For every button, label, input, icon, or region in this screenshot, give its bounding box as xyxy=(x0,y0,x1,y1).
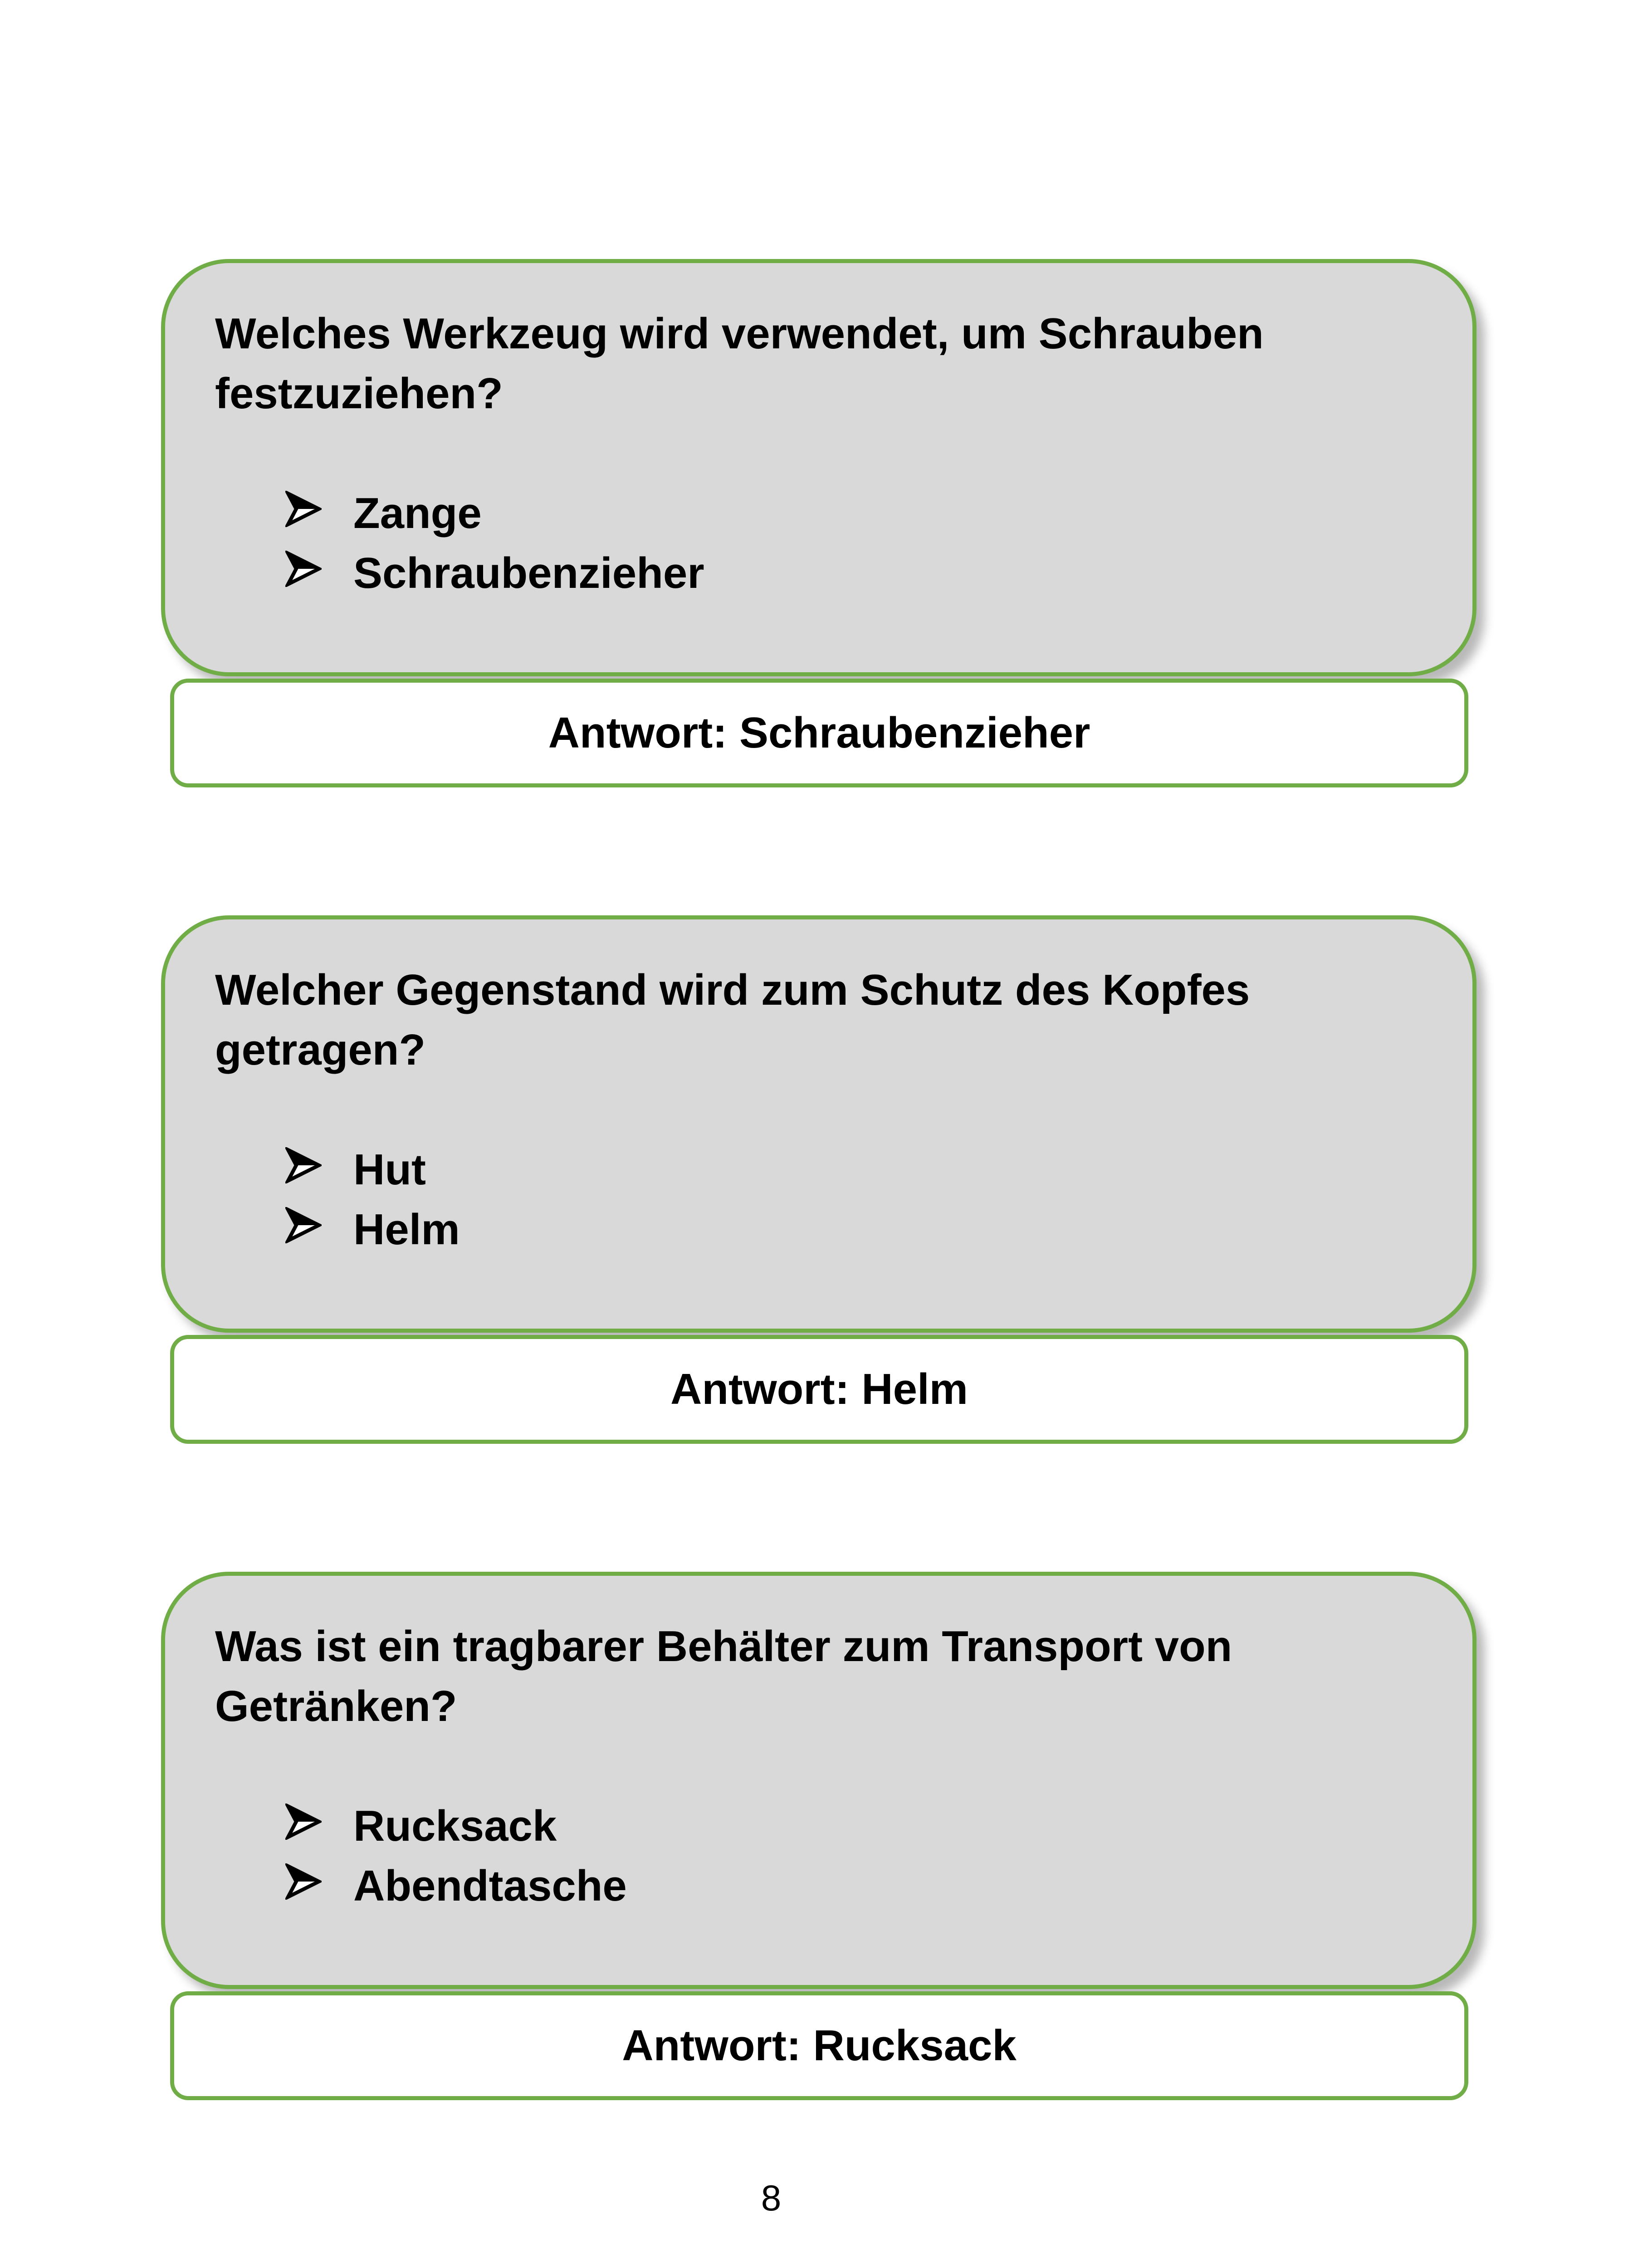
option-item xyxy=(285,543,1423,603)
question-box xyxy=(161,915,1477,1333)
option-item xyxy=(285,1796,1423,1856)
quiz-card-2 xyxy=(161,915,1477,1444)
quiz-card-3 xyxy=(161,1572,1477,2100)
page-number: 8 xyxy=(761,2178,782,2218)
question-text: Was ist ein tragbarer Behälter zum Transport von Getränken? xyxy=(215,1622,1232,1730)
question-text: Welcher Gegenstand wird zum Schutz des Kopfes getragen? xyxy=(215,966,1250,1074)
answer-box: Antwort: Schraubenzieher xyxy=(170,679,1468,787)
option-item xyxy=(285,484,1423,543)
option-label: Schraubenzieher xyxy=(353,549,704,597)
quiz-card-1 xyxy=(161,259,1477,787)
arrowhead-bullet-icon xyxy=(285,1804,353,1849)
option-list xyxy=(215,1796,1423,1916)
option-label: Hut xyxy=(353,1145,426,1194)
option-item xyxy=(285,1856,1423,1916)
option-list xyxy=(215,1140,1423,1260)
option-label: Abendtasche xyxy=(353,1862,627,1910)
question-box xyxy=(161,1572,1477,1989)
answer-box: Antwort: Rucksack xyxy=(170,1991,1468,2100)
option-label: Rucksack xyxy=(353,1802,557,1850)
arrowhead-bullet-icon xyxy=(285,1207,353,1252)
option-label: Helm xyxy=(353,1205,460,1254)
option-item xyxy=(285,1140,1423,1200)
arrowhead-bullet-icon xyxy=(285,1863,353,1909)
answer-box: Antwort: Helm xyxy=(170,1335,1468,1444)
question-box xyxy=(161,259,1477,676)
arrowhead-bullet-icon xyxy=(285,551,353,596)
question-text: Welches Werkzeug wird verwendet, um Schrauben festzuziehen? xyxy=(215,309,1264,418)
option-list xyxy=(215,484,1423,603)
arrowhead-bullet-icon xyxy=(285,491,353,536)
option-label: Zange xyxy=(353,489,482,538)
arrowhead-bullet-icon xyxy=(285,1147,353,1193)
option-item xyxy=(285,1200,1423,1260)
